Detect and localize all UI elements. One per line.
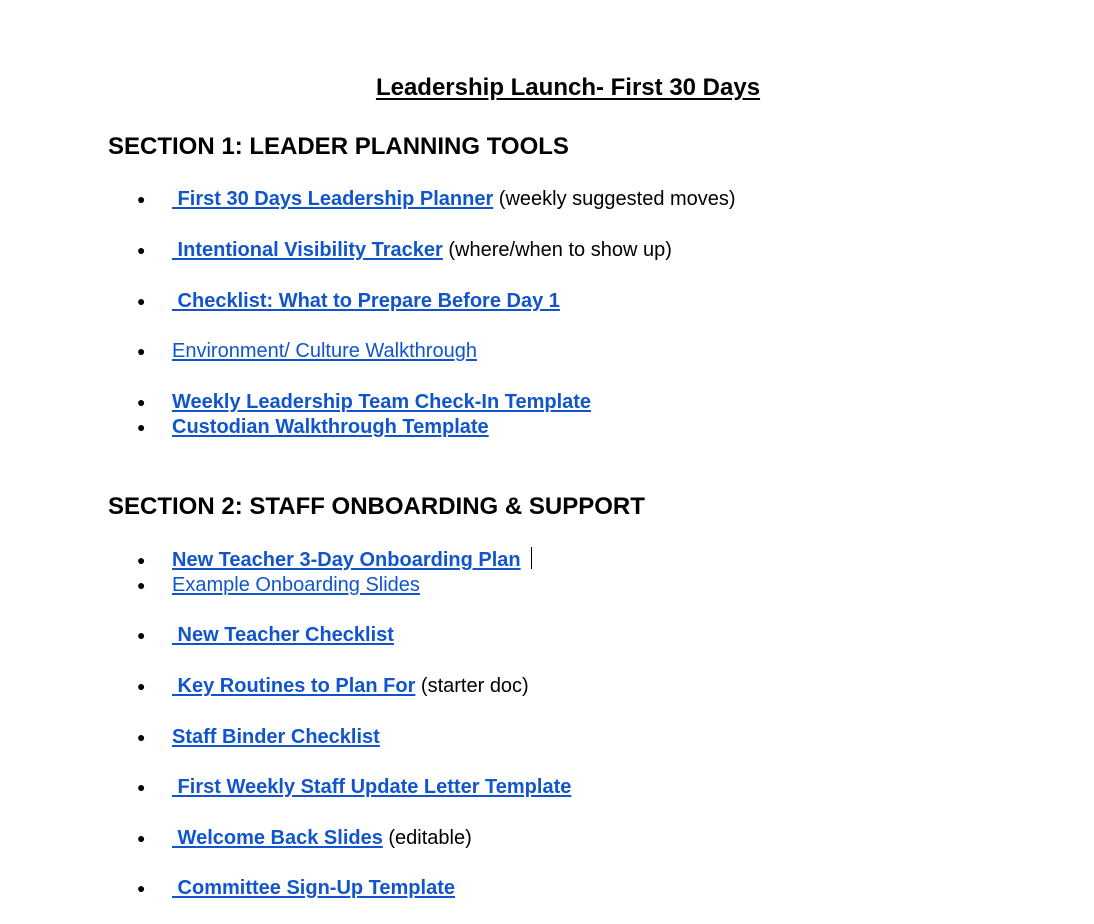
link-example-onboarding-slides[interactable]: Example Onboarding Slides [172,574,420,596]
link-note: (weekly suggested moves) [493,188,736,210]
list-item-content [172,724,380,750]
list-item-content [172,572,420,598]
bullet-icon: ● [137,293,146,309]
link-key-routines-to-plan-for[interactable]: Key Routines to Plan For [172,675,416,697]
list-item-content [172,875,455,901]
bullet-icon: ● [137,242,146,258]
link-welcome-back-slides[interactable]: Welcome Back Slides [172,827,383,849]
link-new-teacher-3-day-onboarding-plan[interactable]: New Teacher 3-Day Onboarding Plan [172,549,521,571]
bullet-icon: ● [137,552,146,568]
bullet-icon: ● [137,419,146,435]
document-title: Leadership Launch- First 30 Days [375,74,761,101]
link-first-30-days-leadership-planner[interactable]: First 30 Days Leadership Planner [172,188,494,210]
bullet-icon: ● [137,577,146,593]
link-weekly-leadership-team-check-in-template[interactable]: Weekly Leadership Team Check-In Template [172,391,592,413]
list-item-content [172,186,736,212]
text-cursor [531,547,532,569]
list-item-content [172,547,521,573]
list-item-content [172,389,591,415]
list-item-content [172,825,472,851]
list-item-content [172,774,571,800]
section-2-heading: SECTION 2: STAFF ONBOARDING & SUPPORT [108,493,645,520]
bullet-icon: ● [137,830,146,846]
link-committee-sign-up-template[interactable]: Committee Sign-Up Template [172,877,455,899]
link-custodian-walkthrough-template[interactable]: Custodian Walkthrough Template [172,416,489,438]
bullet-icon: ● [137,729,146,745]
bullet-icon: ● [137,678,146,694]
bullet-icon: ● [137,394,146,410]
link-checklist-prepare-before-day-1[interactable]: Checklist: What to Prepare Before Day 1 [172,290,560,312]
list-item-content [172,237,672,263]
bullet-icon: ● [137,343,146,359]
link-note: (where/when to show up) [442,239,672,261]
bullet-icon: ● [137,627,146,643]
list-item-content [172,414,489,440]
link-environment-culture-walkthrough[interactable]: Environment/ Culture Walkthrough [172,340,477,362]
list-item-content [172,673,529,699]
list-item-content [172,622,394,648]
link-new-teacher-checklist[interactable]: New Teacher Checklist [172,624,394,646]
list-item-content [172,288,560,314]
list-item-content [172,338,477,364]
link-first-weekly-staff-update-letter-template[interactable]: First Weekly Staff Update Letter Template [172,776,572,798]
link-intentional-visibility-tracker[interactable]: Intentional Visibility Tracker [172,239,443,261]
bullet-icon: ● [137,191,146,207]
link-note: (editable) [382,827,472,849]
bullet-icon: ● [137,779,146,795]
section-1-heading: SECTION 1: LEADER PLANNING TOOLS [108,133,569,160]
link-staff-binder-checklist[interactable]: Staff Binder Checklist [172,726,380,748]
link-note: (starter doc) [415,675,529,697]
bullet-icon: ● [137,880,146,896]
